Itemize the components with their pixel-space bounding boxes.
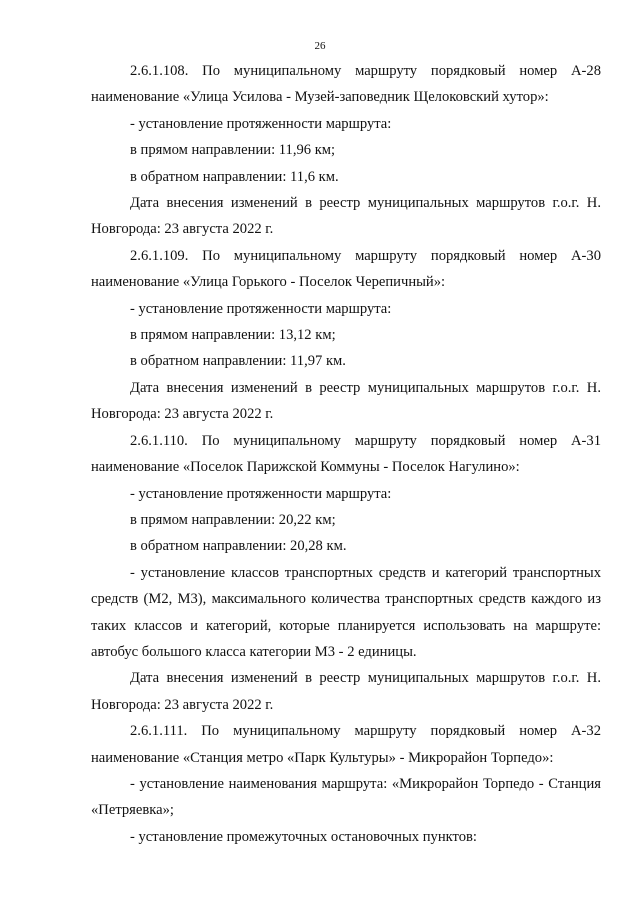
paragraph-108-length-title: - установление протяженности маршрута: bbox=[130, 115, 392, 132]
paragraph-110-date: Дата внесения изменений в реестр муниципальных маршрутов г.о.г. Н. Новгорода: 23 августа 2022 г. bbox=[91, 670, 601, 713]
paragraph-110-vehicle-classes: - установление классов транспортных средств и категорий транспортных средств (М2, М3), максимального количества транспортных средств каждого из таких классов и категорий, которые планируется использовать на маршруте: автобус большого класса категории М3 - 2 единицы. bbox=[91, 564, 601, 660]
paragraph-109-forward: в прямом направлении: 13,12 км; bbox=[130, 327, 336, 344]
paragraph-109-length-title: - установление протяженности маршрута: bbox=[130, 300, 392, 317]
paragraph-109-heading: 2.6.1.109. По муниципальному маршруту порядковый номер А-30 наименование «Улица Горького - Поселок Черепичный»: bbox=[91, 247, 601, 291]
page-number: 26 bbox=[314, 40, 326, 52]
paragraph-108-heading: 2.6.1.108. По муниципальному маршруту порядковый номер А-28 наименование «Улица Усилова - Музей-заповедник Щелоковский хутор»: bbox=[91, 63, 601, 106]
paragraph-108-backward: в обратном направлении: 11,6 км. bbox=[130, 168, 339, 185]
paragraph-111-stops-title: - установление промежуточных остановочных пунктов: bbox=[130, 828, 477, 845]
document-body bbox=[91, 58, 601, 850]
paragraph-110-forward: в прямом направлении: 20,22 км; bbox=[130, 511, 336, 528]
paragraph-110-length-title: - установление протяженности маршрута: bbox=[130, 485, 392, 502]
paragraph-110-backward: в обратном направлении: 20,28 км. bbox=[130, 538, 347, 555]
paragraph-109-backward: в обратном направлении: 11,97 км. bbox=[130, 353, 346, 370]
paragraph-108-forward: в прямом направлении: 11,96 км; bbox=[130, 142, 336, 159]
paragraph-111-route-name: - установление наименования маршрута: «Микрорайон Торпедо - Станция «Петряевка»; bbox=[91, 775, 601, 819]
paragraph-108-date: Дата внесения изменений в реестр муниципальных маршрутов г.о.г. Н. Новгорода: 23 августа 2022 г. bbox=[91, 195, 601, 238]
paragraph-111-heading: 2.6.1.111. По муниципальному маршруту порядковый номер А-32 наименование «Станция метро «Парк Культуры» - Микрорайон Торпедо»: bbox=[91, 723, 601, 766]
paragraph-110-heading: 2.6.1.110. По муниципальному маршруту порядковый номер А-31 наименование «Поселок Парижской Коммуны - Поселок Нагулино»: bbox=[91, 432, 601, 476]
paragraph-109-date: Дата внесения изменений в реестр муниципальных маршрутов г.о.г. Н. Новгорода: 23 августа 2022 г. bbox=[91, 379, 601, 423]
